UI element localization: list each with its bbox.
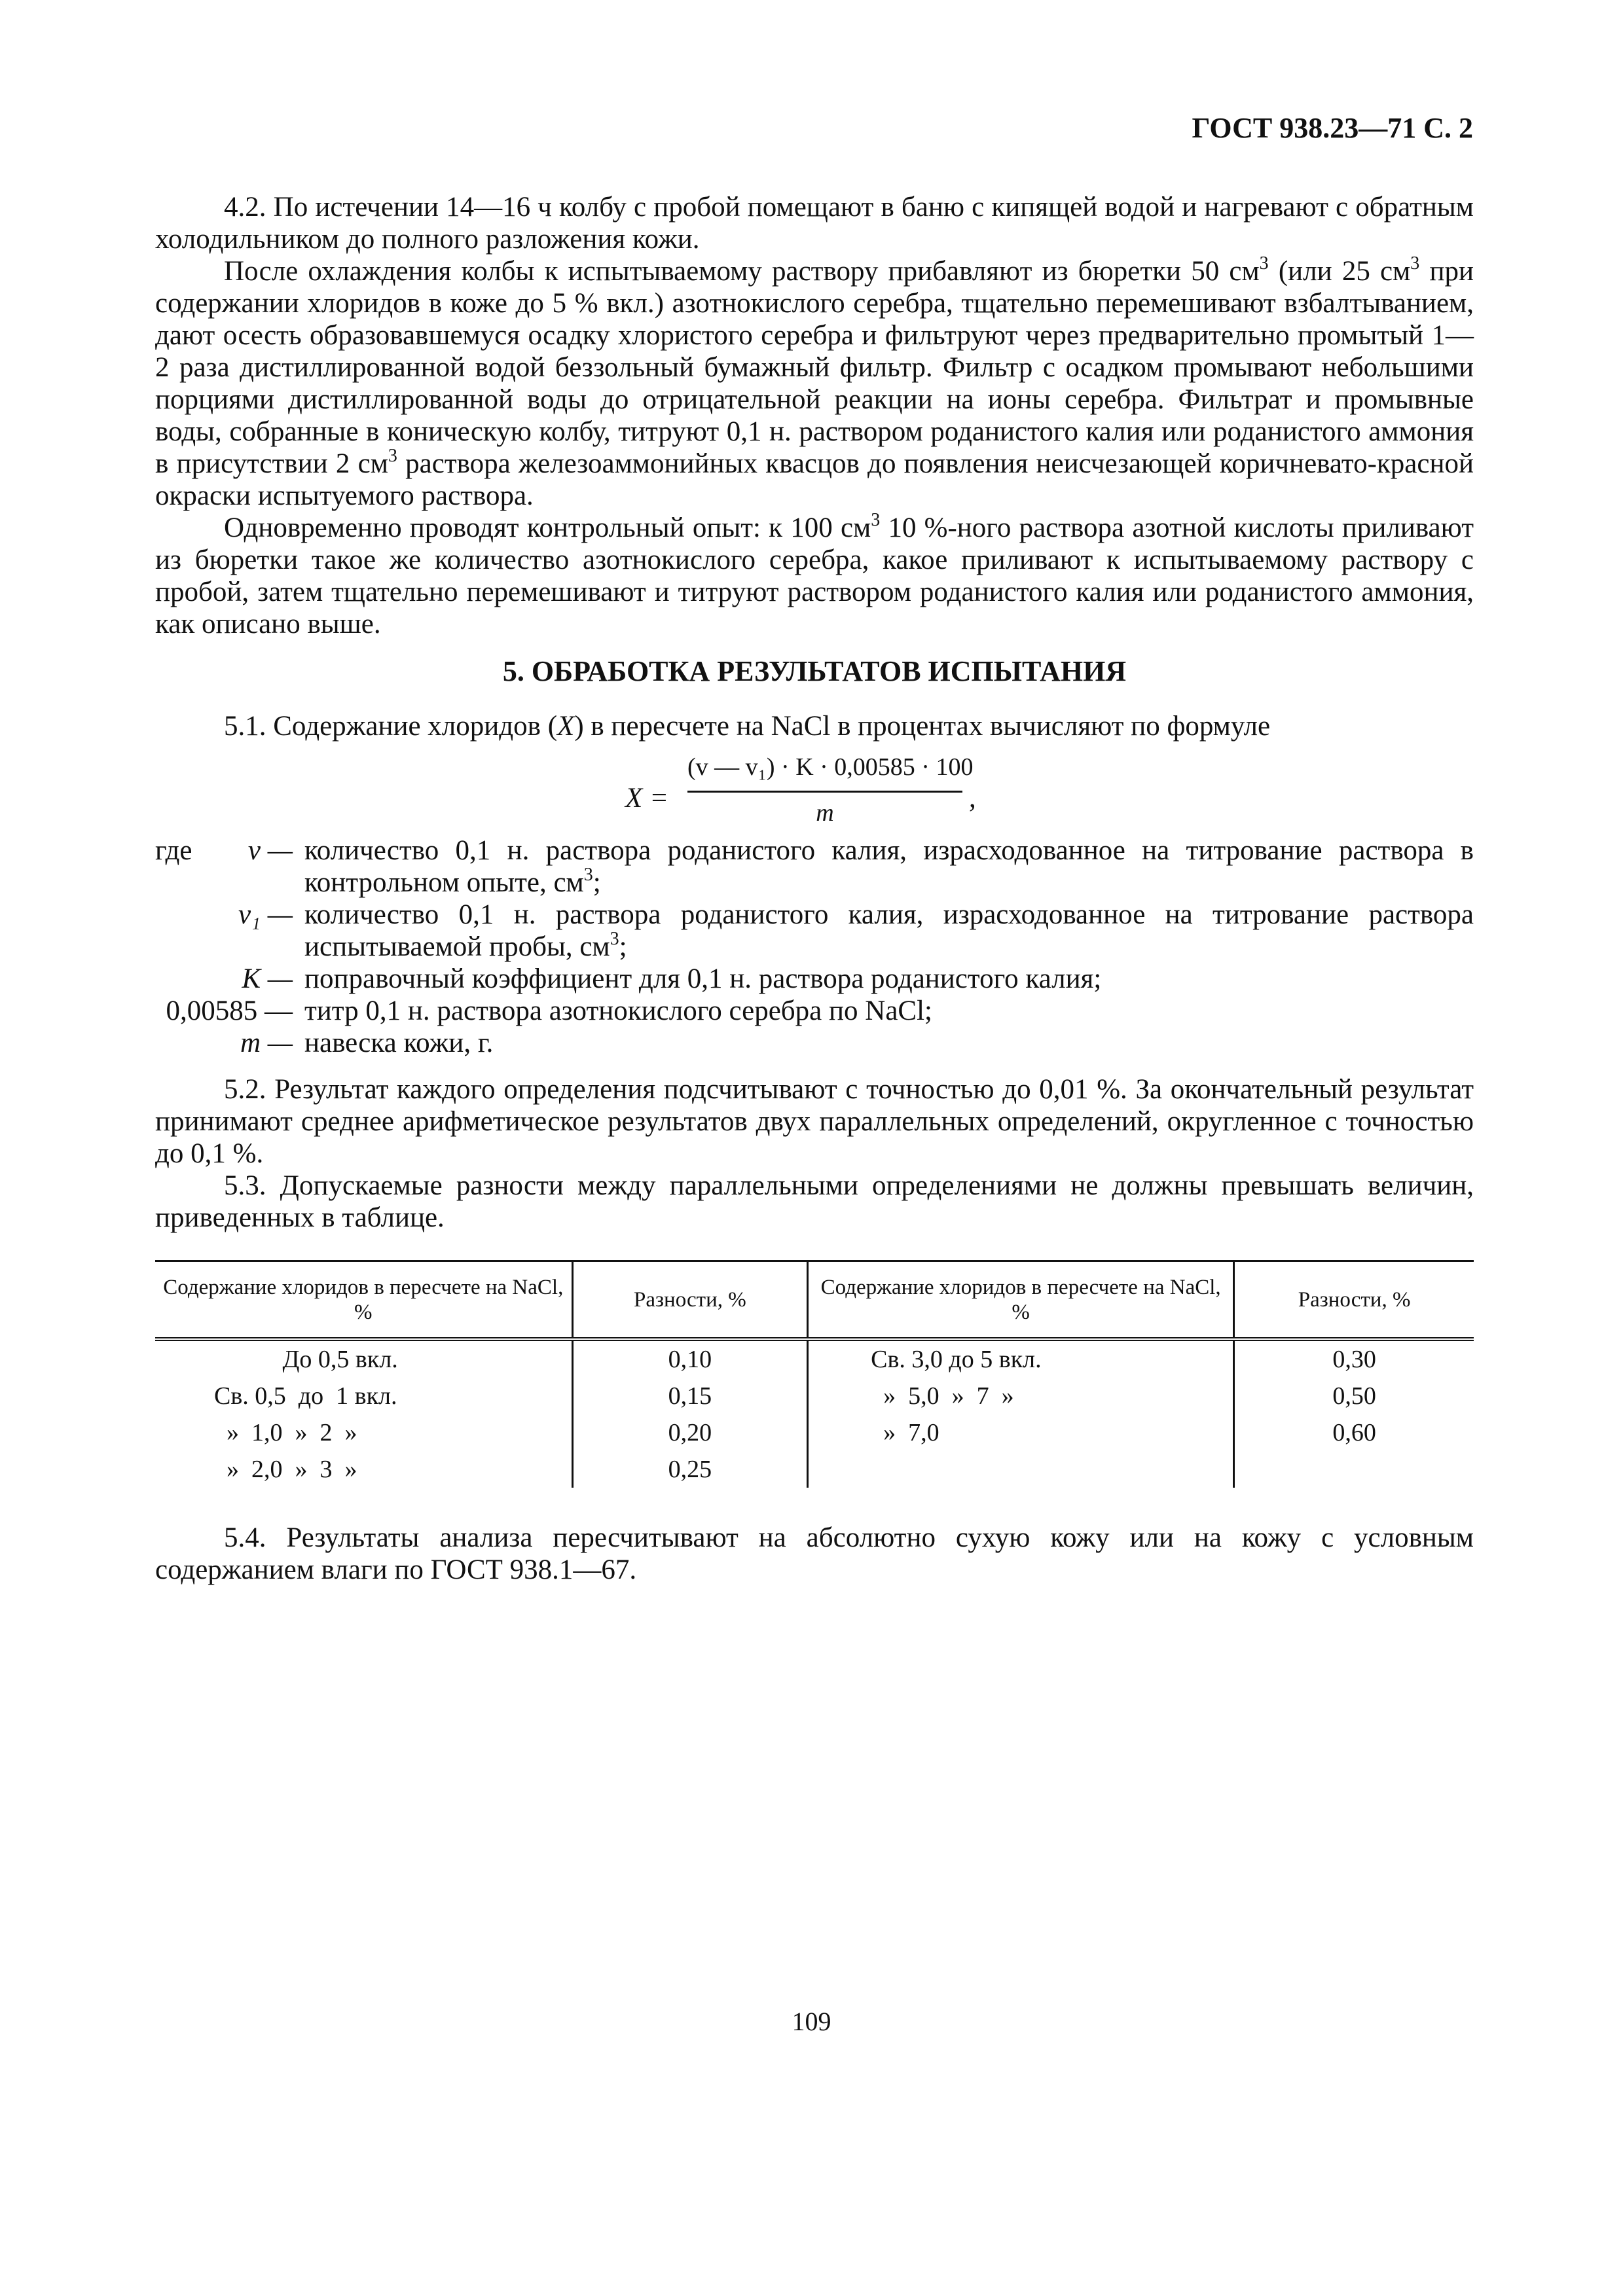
paragraph-after-cooling: После охлаждения колбы к испытываемому раствору прибавляют из бюретки 50 $см^3$ (или 25 $см^3$ при содержании хлоридов в коже до 5 % вкл.) азотнокислого серебра, тщательно перемешивают взбалтыванием, дают осесть образовавшемуся осадку хлористого серебра и фильтруют через предварительно промытый 1—2 раза дистиллированной водой беззольный бумажный фильтр. Фильтр с осадком промывают небольшими порциями дистиллированной воды до отрицательной реакции на ионы серебра. Фильтрат и промывные воды, собранные в коническую колбу, титруют 0,1 н. раствором роданистого калия или роданистого аммония в присутствии 2 $см^3$ раствора железоаммонийных квасцов до появления неисчезающей коричневато-красной окраски испытуемого раствора. (155, 253, 1474, 511)
table-header-row (155, 1261, 1474, 1340)
paragraph-5-3: 5.3. Допускаемые разности между параллельными определениями не должны превышать величин, приведенных в таблице. (155, 1170, 1474, 1233)
legend-where: где (155, 835, 192, 866)
fraction-bar (687, 791, 962, 793)
col-header-content-right: Содержание хлоридов в пересчете на NaCl, % (808, 1261, 1234, 1340)
col-header-content-left: Содержание хлоридов в пересчете на NaCl, % (155, 1261, 572, 1340)
paragraph-5-2: 5.2. Результат каждого определения подсчитывают с точностью до 0,01 %. За окончательный результат принимают среднее арифметическое результатов двух параллельных определений, округленное с точностью до 0,1 %. (155, 1074, 1474, 1169)
formula-denominator: m (816, 799, 834, 827)
paragraph-5-1: 5.1. Содержание хлоридов (X) в пересчете на NaCl в процентах вычисляют по формуле (224, 711, 1271, 742)
legend-item: K — поправочный коэффициент для 0,1 н. раствора роданистого калия; (242, 963, 1102, 994)
formula-trail: , (969, 783, 976, 814)
legend-item: где v — количество 0,1 н. раствора роданистого калия, израсходованное на титрование раствора в контрольном опыте, $см^3$; (155, 835, 1474, 898)
col-header-diff-right: Разности, % (1234, 1261, 1474, 1340)
formula-lhs: X = (625, 783, 669, 814)
table-row: » 2,0 » 3 » 0,25 (155, 1451, 1474, 1488)
paragraph-4-2: 4.2. По истечении 14—16 ч колбу с пробой помещают в баню с кипящей водой и нагревают с обратным холодильником до полного разложения кожи. (155, 192, 1474, 255)
col-header-diff-left: Разности, % (572, 1261, 808, 1340)
paragraphs-5-2-5-3 (155, 1073, 1474, 1234)
section-5-title: 5. ОБРАБОТКА РЕЗУЛЬТАТОВ ИСПЫТАНИЯ (502, 655, 1127, 687)
table-row: До 0,5 вкл. 0,10 Св. 3,0 до 5 вкл. 0,30 (155, 1339, 1474, 1378)
legend-item: m — навеска кожи, г. (240, 1028, 494, 1058)
section-4-text (155, 191, 1474, 640)
page-number: 109 (792, 2007, 831, 2036)
formula-legend (155, 834, 1474, 1059)
paragraph-5-4: 5.4. Результаты анализа пересчитывают на абсолютно сухую кожу или на кожу с условным содержанием влаги по ГОСТ 938.1—67. (155, 1522, 1474, 1585)
formula-numerator: (v — v₁) · K · 0,00585 · 100 (687, 753, 974, 781)
tolerance-table (155, 1260, 1474, 1488)
table-row: » 1,0 » 2 » 0,20 » 7,0 0,60 (155, 1414, 1474, 1451)
table-row: Св. 0,5 до 1 вкл. 0,15 » 5,0 » 7 » 0,50 (155, 1378, 1474, 1414)
legend-item: 0,00585 — титр 0,1 н. раствора азотнокислого серебра по NaCl; (166, 996, 932, 1026)
legend-item: v₁ — количество 0,1 н. раствора роданистого калия, израсходованное на титрование раствора испытываемой пробы, $см^3$; (238, 899, 1474, 962)
paragraph-control-test: Одновременно проводят контрольный опыт: к 100 $см^3$ 10 %-ного раствора азотной кислоты приливают из бюретки такое же количество азотнокислого серебра, какое приливают к испытываемому раствору с пробой, затем тщательно перемешивают и титруют раствором роданистого калия или роданистого аммония, как описано выше. (155, 509, 1474, 639)
page-header: ГОСТ 938.23—71 С. 2 (1192, 112, 1473, 144)
